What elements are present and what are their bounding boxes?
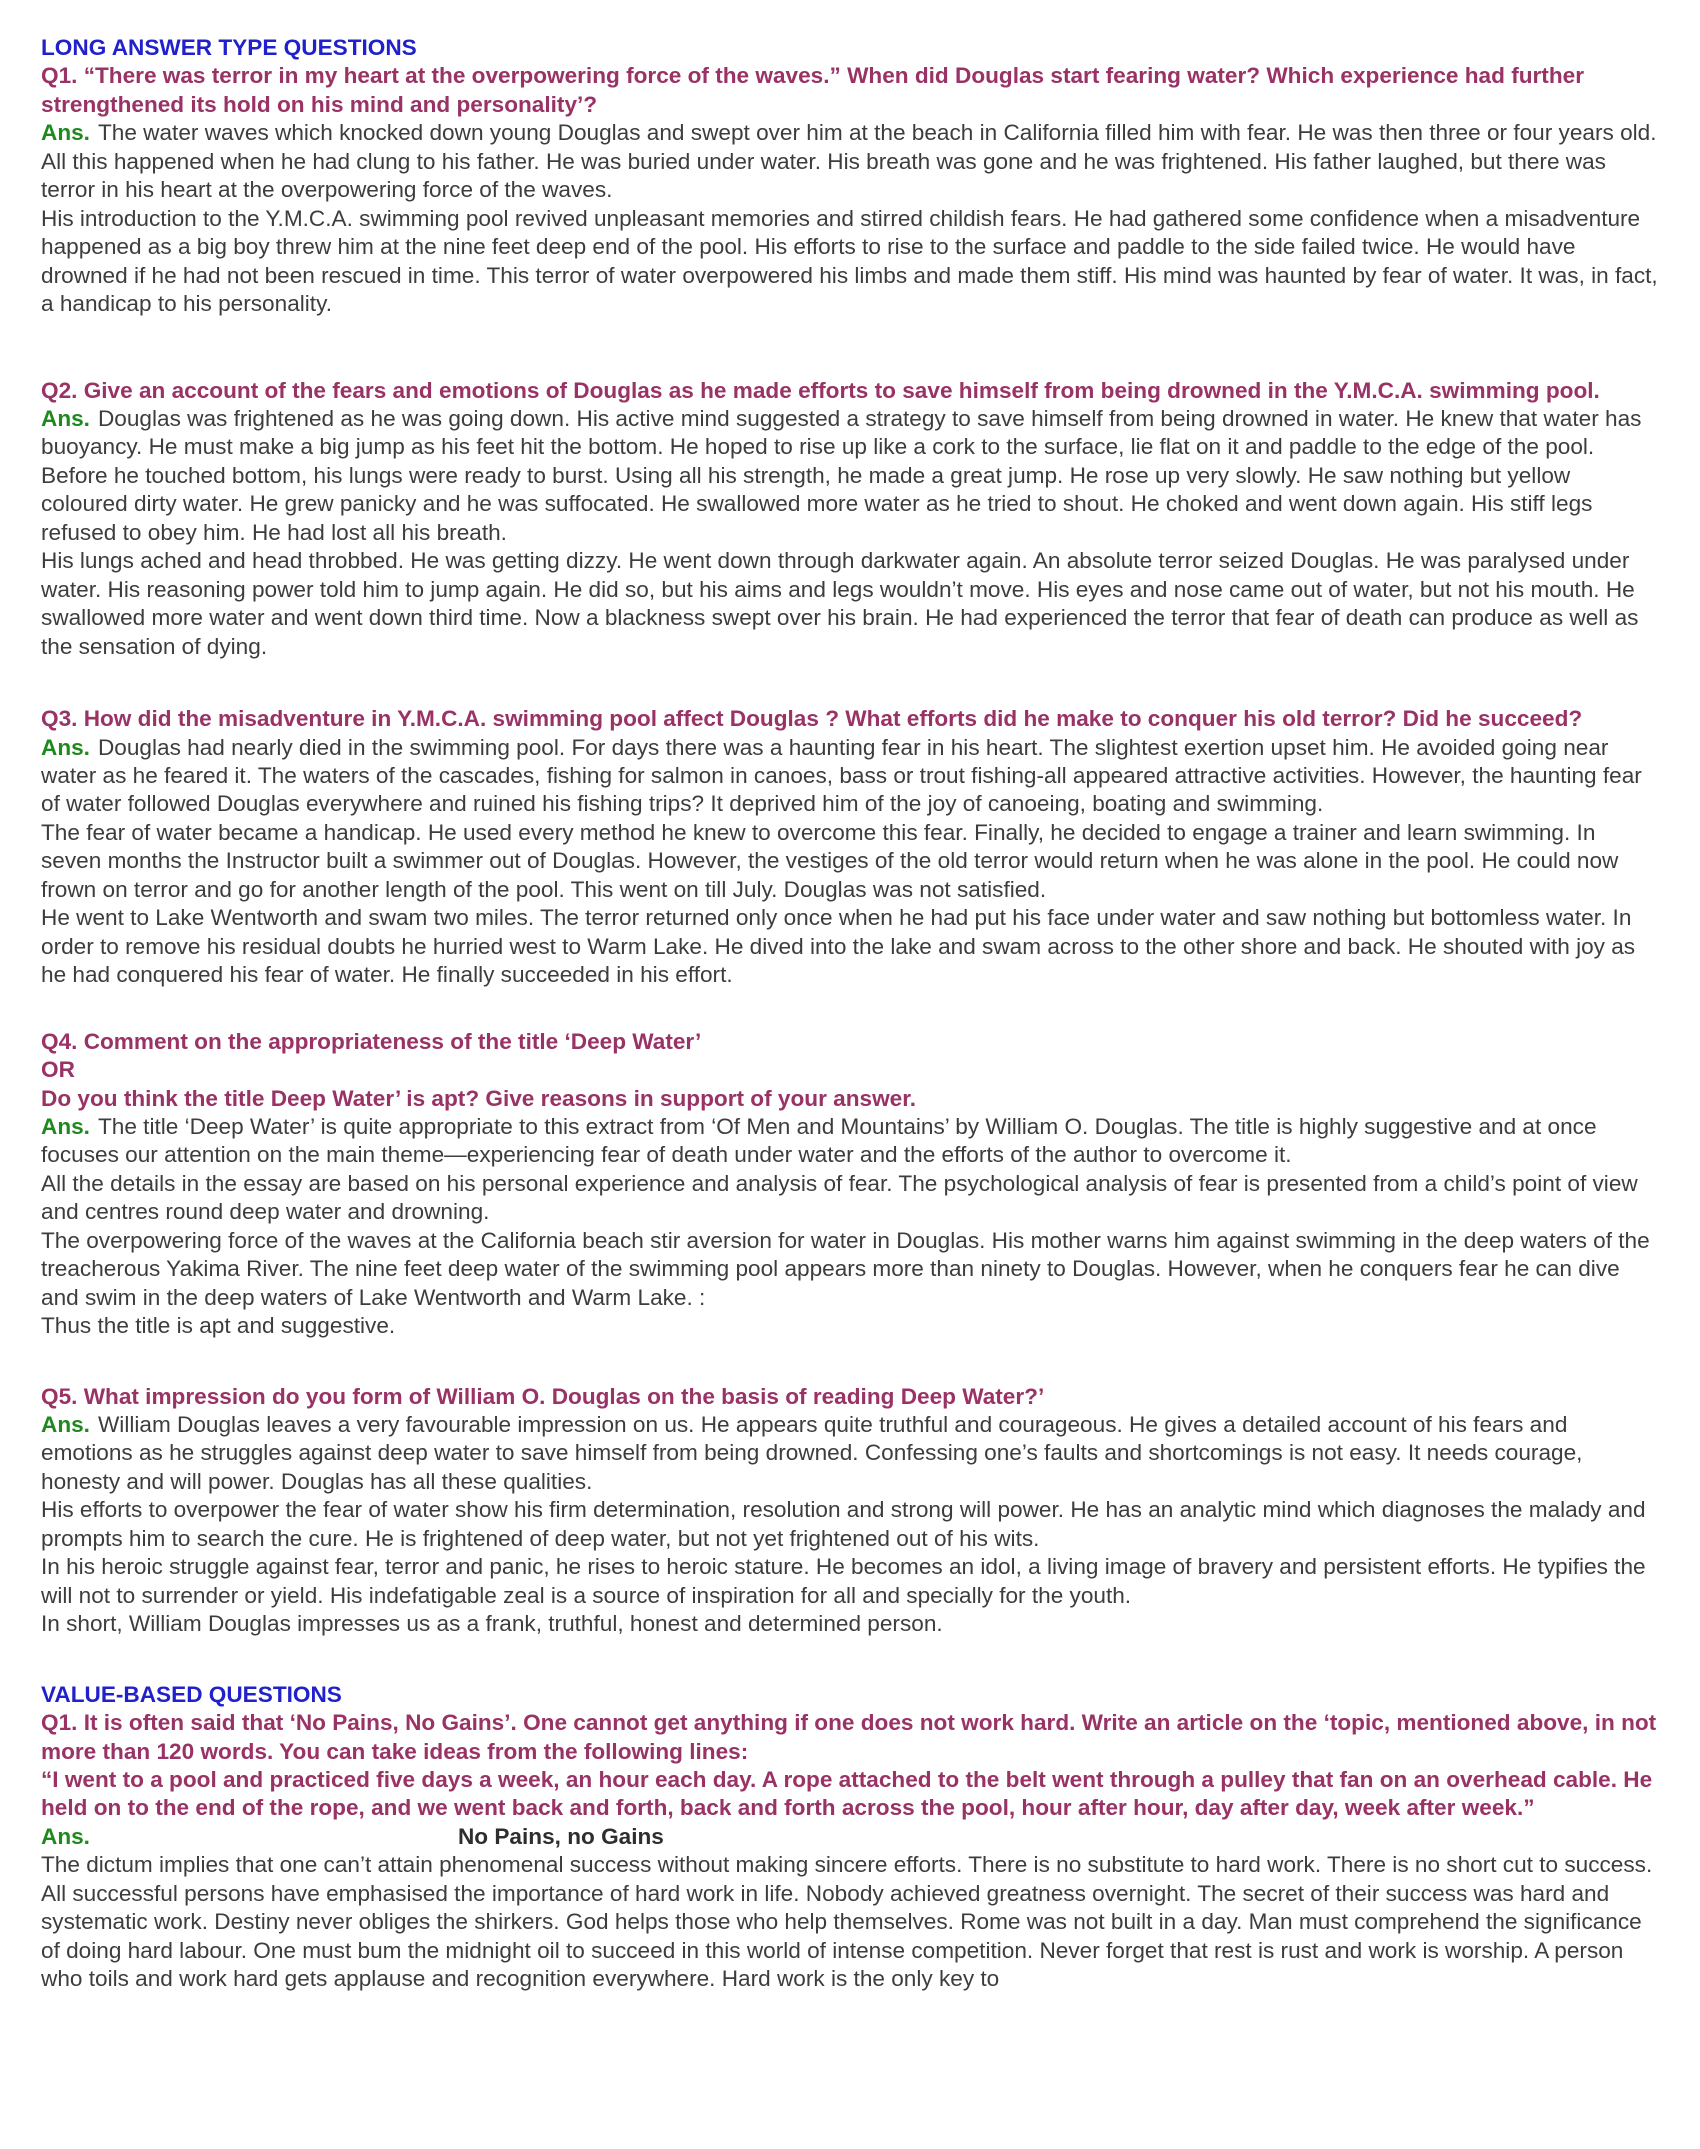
ans-label: Ans.	[41, 1412, 90, 1438]
answer-paragraph	[41, 1113, 1659, 1170]
section-q1	[41, 34, 1659, 319]
answer-paragraph: Thus the title is apt and suggestive.	[41, 1313, 396, 1339]
article-title: No Pains, no Gains	[457, 1823, 664, 1849]
ans-label: Ans.	[41, 405, 90, 431]
answer-paragraph: Before he touched bottom, his lungs were ready to burst. Using all his strength, he made a great jump. He rose up very slowly. He saw nothing but yellow coloured dirty water. He grew panicky and he was suffocated. He swallowed more water as he tried to shout. He choked and went down again. His stiff legs refused to obey him. He had lost all his breath.	[41, 462, 1593, 545]
answer-title-line	[41, 1823, 1659, 1851]
answer-paragraph	[41, 119, 1659, 204]
question-q5: Q5. What impression do you form of William O. Douglas on the basis of reading Deep Water?’	[41, 1383, 1045, 1409]
ans-label: Ans.	[41, 1113, 90, 1139]
answer-paragraph	[41, 734, 1659, 819]
answer-text: Douglas had nearly died in the swimming pool. For days there was a haunting fear in his heart. The slightest exertion upset him. He avoided going near water as he feared it. The waters of the cascades, fishing for salmon in canoes, bass or trout fishing-all appeared attractive activities. However, the haunting fear of water followed Douglas everywhere and ruined his fishing trips? It deprived him of the joy of canoeing, boating and swimming.	[41, 734, 1642, 817]
answer-text: William Douglas leaves a very favourable impression on us. He appears quite truthful and courageous. He gives a detailed account of his fears and emotions as he struggles against deep water to save himself from being drowned. Confessing one’s faults and shortcomings is not easy. It needs courage, honesty and will power. Douglas has all these qualities.	[41, 1412, 1583, 1494]
section-q5	[41, 1383, 1659, 1639]
answer-paragraph	[41, 1411, 1659, 1496]
answer-text: The water waves which knocked down young Douglas and swept over him at the beach in California filled him with fear. He was then three or four years old. All this happened when he had clung to his father. He was buried under water. His breath was gone and he was frightened. His father laughed, but there was terror in his heart at the overpowering force of the waves.	[41, 120, 1657, 203]
answer-text: Douglas was frightened as he was going down. His active mind suggested a strategy to save himself from being drowned in water. He knew that water has buoyancy. He must make a big jump as his feet hit the bottom. He hoped to rise up like a cork to the surface, lie flat on it and paddle to the edge of the pool.	[41, 405, 1642, 460]
question-q4-a: Q4. Comment on the appropriateness of the title ‘Deep Water’	[41, 1028, 702, 1054]
question-q3: Q3. How did the misadventure in Y.M.C.A. swimming pool affect Douglas ? What efforts did he make to conquer his old terror? Did he succeed?	[41, 706, 1583, 732]
vq1-quote: “I went to a pool and practiced five days a week, an hour each day. A rope attached to the belt went through a pulley that fan on an overhead cable. He held on to the end of the rope, and we went back and forth, back and forth across the pool, hour after hour, day after day, week after week.”	[41, 1767, 1653, 1821]
question-q1: Q1. “There was terror in my heart at the overpowering force of the waves.” When did Douglas start fearing water? Which experience had further strengthened its hold on his mind and personality’?	[41, 63, 1584, 117]
section-q2	[41, 377, 1659, 662]
section-q3	[41, 705, 1659, 990]
answer-paragraph: The fear of water became a handicap. He used every method he knew to overcome this fear. Finally, he decided to engage a trainer and learn swimming. In seven months the Instructor built a swimmer out of Douglas. However, the vestiges of the old terror would return when he was alone in the pool. He could now frown on terror and go for another length of the pool. This went on till July. Douglas was not satisfied.	[41, 819, 1619, 902]
answer-paragraph: All the details in the essay are based on his personal experience and analysis of fear. The psychological analysis of fear is presented from a child’s point of view and centres round deep water and drowning.	[41, 1170, 1638, 1225]
answer-paragraph: The overpowering force of the waves at the California beach stir aversion for water in Douglas. His mother warns him against swimming in the deep waters of the treacherous Yakima River. The nine feet deep water of the swimming pool appears more than ninety to Douglas. However, when he conquers fear he can dive and swim in the deep waters of Lake Wentworth and Warm Lake. :	[41, 1227, 1650, 1310]
answer-paragraph: In his heroic struggle against fear, terror and panic, he rises to heroic stature. He becomes an idol, a living image of bravery and persistent efforts. He typifies the will not to surrender or yield. His indefatigable zeal is a source of inspiration for all and specially for the youth.	[41, 1554, 1646, 1608]
answer-paragraph: He went to Lake Wentworth and swam two miles. The terror returned only once when he had put his face under water and saw nothing but bottomless water. In order to remove his residual doubts he hurried west to Warm Lake. He dived into the lake and swam across to the other shore and back. He shouted with joy as he had conquered his fear of water. He finally succeeded in his effort.	[41, 905, 1636, 988]
question-q2: Q2. Give an account of the fears and emotions of Douglas as he made efforts to save himself from being drowned in the Y.M.C.A. swimming pool.	[41, 377, 1600, 403]
answer-text: The title ‘Deep Water’ is quite appropriate to this extract from ‘Of Men and Mountains’ by William O. Douglas. The title is highly suggestive and at once focuses our attention on the main theme—experiencing fear of death under water and the efforts of the author to overcome it.	[41, 1113, 1597, 1168]
answer-paragraph: His lungs ached and head throbbed. He was getting dizzy. He went down through darkwater again. An absolute terror seized Douglas. He was paralysed under water. His reasoning power told him to jump again. He did so, but his aims and legs wouldn’t move. His eyes and nose came out of water, but not his mouth. He swallowed more water and went down third time. Now a blackness swept over his brain. He had experienced the terror that fear of death can produce as well as the sensation of dying.	[41, 548, 1639, 659]
ans-label: Ans.	[41, 734, 90, 760]
answer-paragraph: The dictum implies that one can’t attain phenomenal success without making sincere efforts. There is no substitute to hard work. There is no short cut to success. All successful persons have emphasised the importance of hard work in life. Nobody achieved greatness overnight. The secret of their success was hard and systematic work. Destiny never obliges the shirkers. God helps those who help themselves. Rome was not built in a day. Man must comprehend the significance of doing hard labour. One must bum the midnight oil to succeed in this world of intense competition. Never forget that rest is rust and work is worship. A person who toils and work hard gets applause and recognition everywhere. Hard work is the only key to	[41, 1852, 1653, 1992]
or-label: OR	[41, 1057, 75, 1083]
ans-label: Ans.	[41, 120, 90, 146]
long-answer-heading: LONG ANSWER TYPE QUESTIONS	[41, 35, 417, 60]
question-vq1: Q1. It is often said that ‘No Pains, No Gains’. One cannot get anything if one does not work hard. Write an article on the ‘topic, mentioned above, in not more than 120 words. You can take ideas from the following lines:	[41, 1710, 1657, 1764]
section-q4	[41, 1028, 1659, 1341]
question-q4-b: Do you think the title Deep Water’ is apt? Give reasons in support of your answer.	[41, 1085, 917, 1111]
answer-paragraph: In short, William Douglas impresses us as a frank, truthful, honest and determined person.	[41, 1611, 943, 1637]
ans-label: Ans.	[41, 1823, 90, 1849]
answer-paragraph	[41, 405, 1659, 462]
answer-paragraph: His introduction to the Y.M.C.A. swimming pool revived unpleasant memories and stirred childish fears. He had gathered some confidence when a misadventure happened as a big boy threw him at the nine feet deep end of the pool. His efforts to rise to the surface and paddle to the side failed twice. He would have drowned if he had not been rescued in time. This terror of water overpowered his limbs and made them stiff. His mind was haunted by fear of water. It was, in fact, a handicap to his personality.	[41, 205, 1658, 317]
section-value-based	[41, 1681, 1659, 1994]
answer-paragraph: His efforts to overpower the fear of water show his firm determination, resolution and strong will power. He has an analytic mind which diagnoses the malady and prompts him to search the cure. He is frightened of deep water, but not yet frightened out of his wits.	[41, 1497, 1646, 1551]
value-based-heading: VALUE-BASED QUESTIONS	[41, 1681, 342, 1707]
